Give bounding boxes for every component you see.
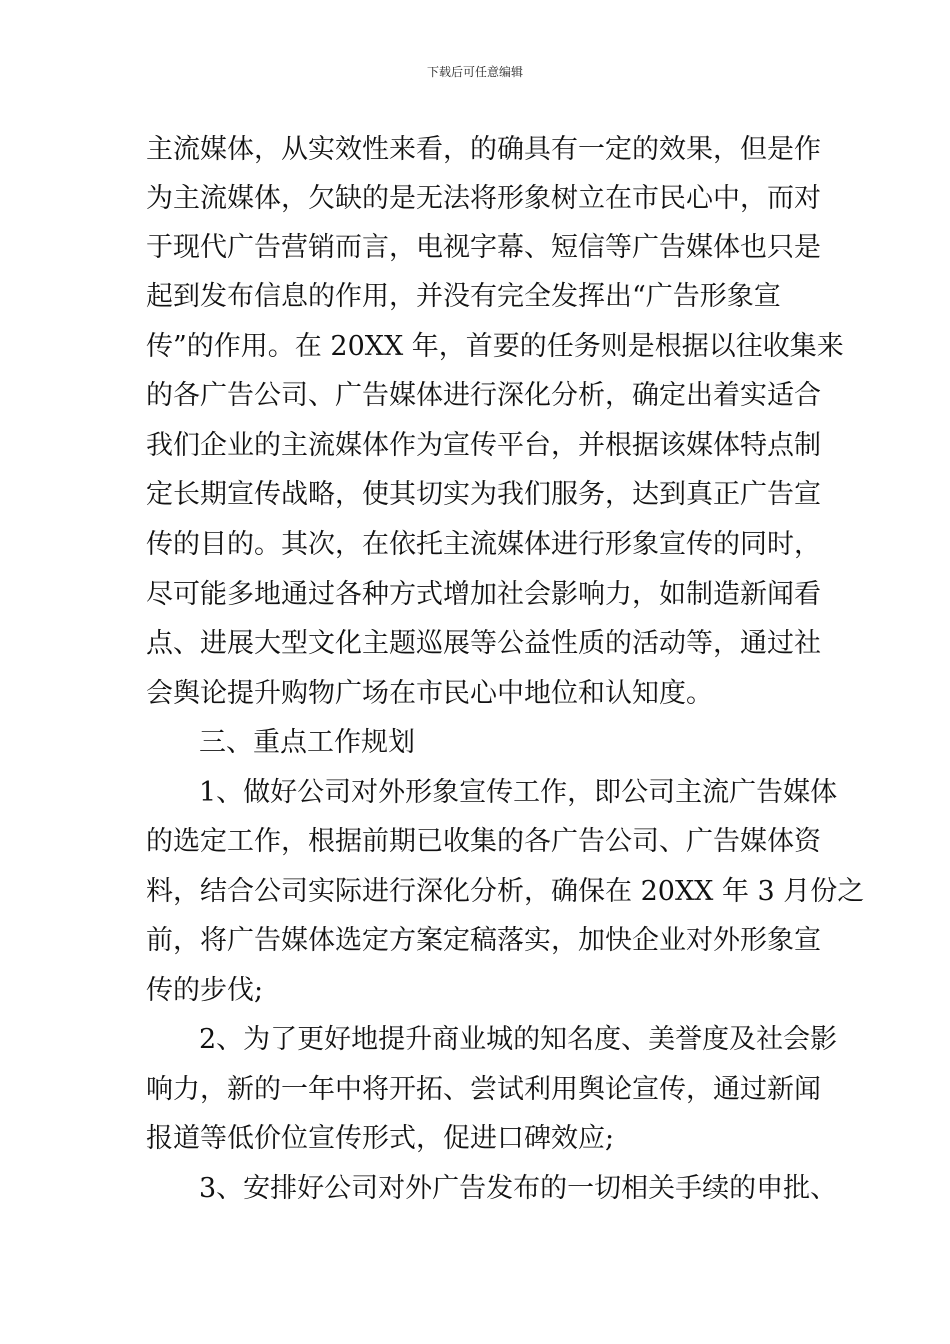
text-line: 2、为了更好地提升商业城的知名度、美誉度及社会影 xyxy=(199,1024,838,1055)
section-heading: 三、重点工作规划 xyxy=(199,727,415,758)
text-line: 1、做好公司对外形象宣传工作，即公司主流广告媒体 xyxy=(199,777,838,808)
text-line: 我们企业的主流媒体作为宣传平台，并根据该媒体特点制 xyxy=(146,430,821,461)
text-line: 为主流媒体，欠缺的是无法将形象树立在市民心中，而对 xyxy=(146,183,821,214)
text-line: 料，结合公司实际进行深化分析，确保在 20XX 年 3 月份之 xyxy=(146,876,865,907)
text-line: 的选定工作，根据前期已收集的各广告公司、广告媒体资 xyxy=(146,826,821,857)
text-line: 前，将广告媒体选定方案定稿落实，加快企业对外形象宣 xyxy=(146,925,821,956)
text-line: 于现代广告营销而言，电视字幕、短信等广告媒体也只是 xyxy=(146,232,821,263)
text-line: 报道等低价位宣传形式，促进口碑效应; xyxy=(146,1123,615,1154)
page-header: 下载后可任意编辑 xyxy=(426,65,523,79)
text-line: 传”的作用。在 20XX 年，首要的任务则是根据以往收集来 xyxy=(146,331,844,362)
text-line: 定长期宣传战略，使其切实为我们服务，达到真正广告宣 xyxy=(146,479,821,510)
text-line: 尽可能多地通过各种方式增加社会影响力，如制造新闻看 xyxy=(146,579,821,610)
text-line: 的各广告公司、广告媒体进行深化分析，确定出着实适合 xyxy=(146,380,821,411)
text-line: 3、安排好公司对外广告发布的一切相关手续的申批、 xyxy=(199,1173,838,1204)
text-line: 点、进展大型文化主题巡展等公益性质的活动等，通过社 xyxy=(146,628,821,659)
text-line: 主流媒体，从实效性来看，的确具有一定的效果，但是作 xyxy=(146,134,821,165)
text-line: 响力，新的一年中将开拓、尝试利用舆论宣传，通过新闻 xyxy=(146,1074,821,1105)
text-line: 会舆论提升购物广场在市民心中地位和认知度。 xyxy=(146,678,713,709)
text-line: 起到发布信息的作用，并没有完全发挥出“广告形象宣 xyxy=(146,281,781,312)
text-line: 传的目的。其次，在依托主流媒体进行形象宣传的同时， xyxy=(146,529,821,560)
text-line: 传的步伐; xyxy=(146,975,264,1006)
